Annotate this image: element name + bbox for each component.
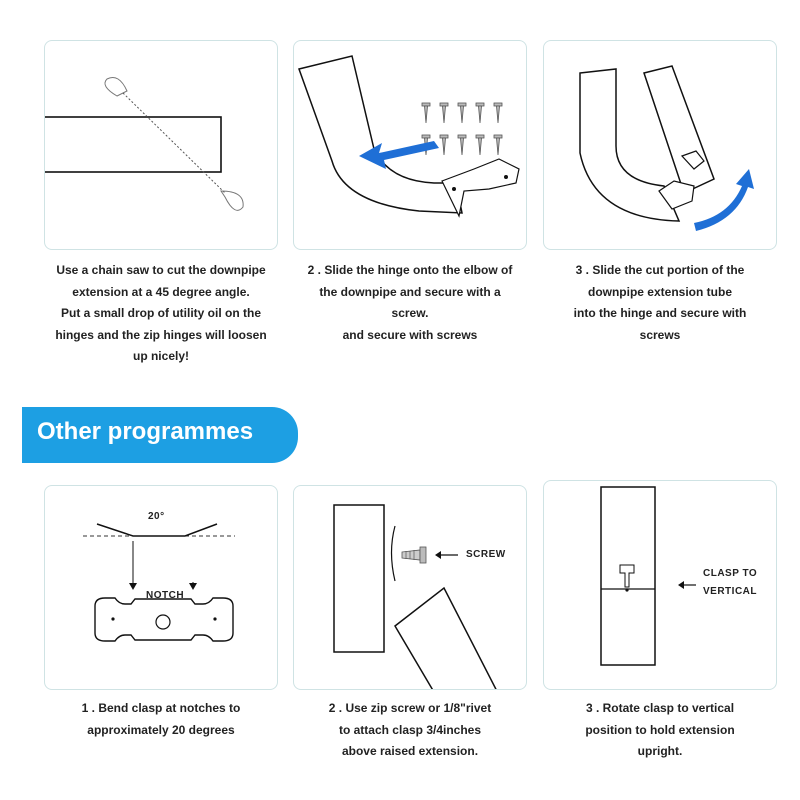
caption-line: into the hinge and secure with [573,306,747,320]
rotate-clasp-illustration-panel [543,480,777,690]
tilted-extension-shape [395,588,502,690]
bent-clasp-profile [97,524,217,536]
hinge-extension-illustration [544,41,777,250]
zip-screw-illustration-panel [293,485,527,690]
downpipe-extension-shape [334,505,384,652]
chain-saw-loop-bottom [221,191,243,210]
caption-line: 2 . Slide the hinge onto the elbow of [307,263,513,277]
notch-label: NOTCH [146,590,185,601]
caption-line: upright. [637,744,683,758]
step1-caption [44,260,278,368]
step2-illustration-panel [293,40,527,250]
caption-line: above raised extension. [341,744,479,758]
clasp-label-line1: CLASP TO [703,568,758,579]
step1-illustration-panel [44,40,278,250]
caption-line: 1 . Bend clasp at notches to [81,701,241,715]
extension-tube-shape [644,66,714,193]
caption-line: extension at a 45 degree angle. [72,284,250,299]
downpipe-elbow-shape [299,56,462,213]
caption-line: hinges and the zip hinges will loosen [55,327,267,342]
hinge-elbow-illustration [294,41,527,250]
caption-line: screws [639,327,681,342]
clasp-label-line2: VERTICAL [703,586,757,597]
screw-icon [402,547,426,563]
caption-line: to attach clasp 3/4inches [338,722,482,737]
step3-illustration-panel [543,40,777,250]
caption-line: 3 . Rotate clasp to vertical [585,701,735,715]
angle-label: 20° [148,511,165,522]
screw-label: SCREW [466,549,506,560]
caption-line: and secure with screws [342,327,478,342]
caption-line: Use a chain saw to cut the downpipe [56,263,266,277]
caption-line: the downpipe and secure with a [319,284,501,299]
step3-caption [543,260,777,346]
caption-line: screw. [391,306,429,320]
bend-clasp-caption [44,698,278,741]
caption-line: position to hold extension [585,722,735,737]
zip-screw-caption [293,698,527,763]
caption-line: approximately 20 degrees [87,722,235,737]
caption-line: Put a small drop of utility oil on the [60,306,261,320]
caption-line: up nicely! [132,349,189,363]
chain-saw-cut-illustration [45,41,278,250]
section-banner-title: Other programmes [37,418,254,445]
clasp-side-profile [392,526,396,581]
clasp-hole [156,615,170,629]
caption-line: 3 . Slide the cut portion of the [575,263,745,277]
caption-line: 2 . Use zip screw or 1/8"rivet [328,701,492,715]
caption-line: downpipe extension tube [587,284,732,299]
zip-screw-illustration [294,486,527,690]
rotate-clasp-caption [543,698,777,763]
step2-caption [293,260,527,346]
